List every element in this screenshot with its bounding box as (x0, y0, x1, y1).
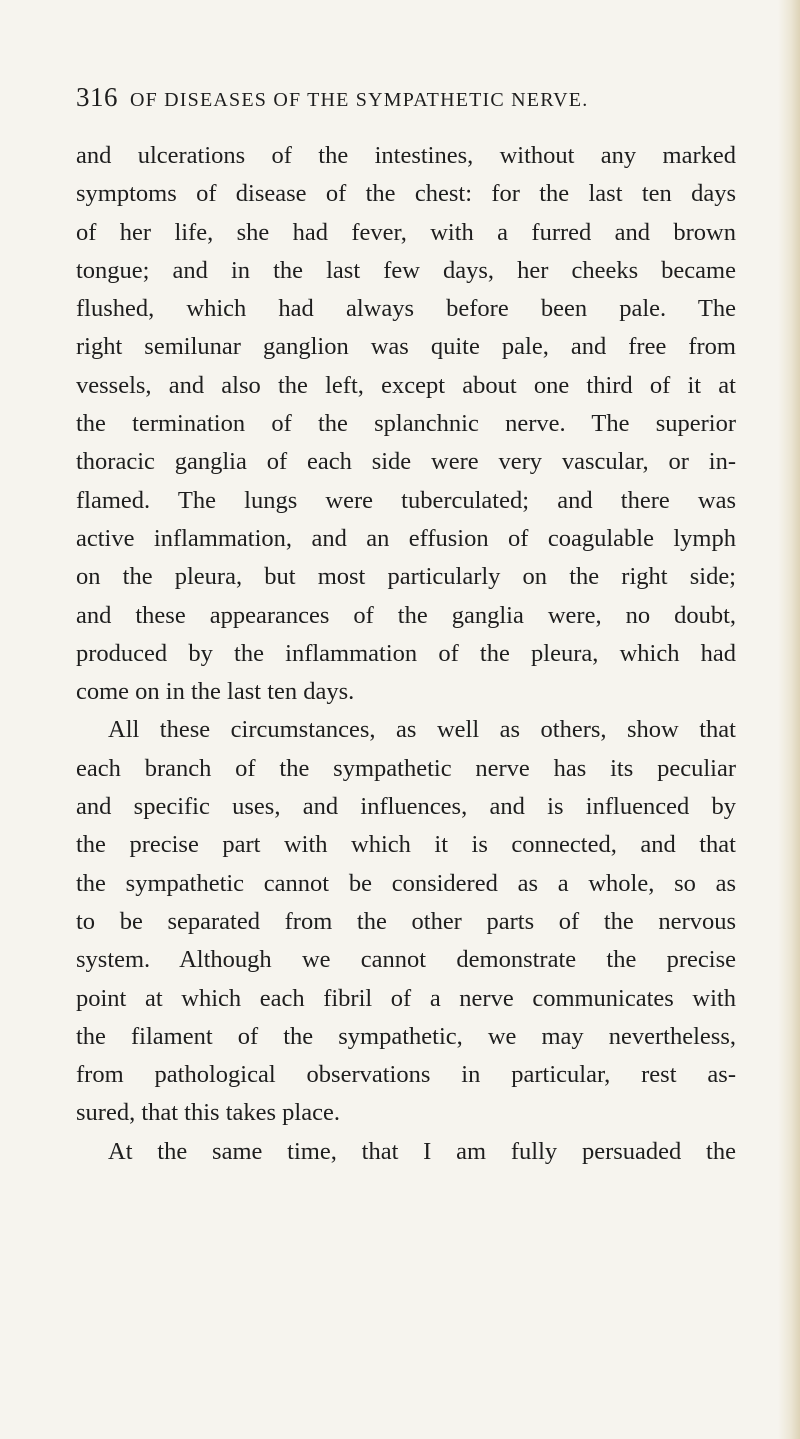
text-line: flamed. The lungs were tuberculated; and there was (76, 486, 736, 514)
text-line: thoracic ganglia of each side were very vascular, or in- (76, 448, 736, 476)
text-line: flushed, which had always before been pale. The (76, 295, 736, 323)
text-line: the precise part with which it is connected, and that (76, 831, 736, 859)
text-line: to be separated from the other parts of the nervous (76, 907, 736, 935)
running-title: OF DISEASES OF THE SYMPATHETIC NERVE. (130, 89, 589, 111)
text-line: and ulcerations of the intestines, without any marked (76, 142, 736, 169)
text-line: tongue; and in the last few days, her cheeks became (76, 256, 736, 284)
page-edge-shadow (778, 0, 800, 1439)
text-line: point at which each fibril of a nerve communicates with (76, 984, 736, 1012)
text-line: from pathological observations in particular, rest as- (76, 1061, 736, 1089)
text-line: and specific uses, and influences, and is influenced by (76, 793, 736, 821)
text-line: All these circumstances, as well as others, show that (108, 716, 736, 744)
text-line: right semilunar ganglion was quite pale, and free from (76, 333, 736, 361)
text-line: and these appearances of the ganglia were, no doubt, (76, 601, 736, 629)
text-line: sured, that this takes place. (76, 1099, 340, 1127)
text-line: vessels, and also the left, except about one third of it at (76, 371, 736, 399)
text-line: the sympathetic cannot be considered as a whole, so as (76, 869, 736, 897)
text-line: come on in the last ten days. (76, 678, 355, 706)
page-number: 316 (76, 82, 118, 112)
text-line: At the same time, that I am fully persuaded the (108, 1137, 736, 1165)
text-line: on the pleura, but most particularly on the right side; (76, 563, 736, 591)
text-line: system. Although we cannot demonstrate the precise (76, 946, 736, 974)
text-line: produced by the inflammation of the pleura, which had (76, 639, 736, 667)
text-line: the termination of the splanchnic nerve. The superior (76, 410, 736, 438)
body-text (76, 137, 736, 1171)
text-line: each branch of the sympathetic nerve has its peculiar (76, 754, 736, 782)
text-line: symptoms of disease of the chest: for the last ten days (76, 180, 736, 208)
text-line: the filament of the sympathetic, we may nevertheless, (76, 1022, 736, 1050)
text-line: active inflammation, and an effusion of coagulable lymph (76, 524, 736, 552)
text-line: of her life, she had fever, with a furred and brown (76, 218, 736, 246)
page-header (76, 82, 716, 113)
